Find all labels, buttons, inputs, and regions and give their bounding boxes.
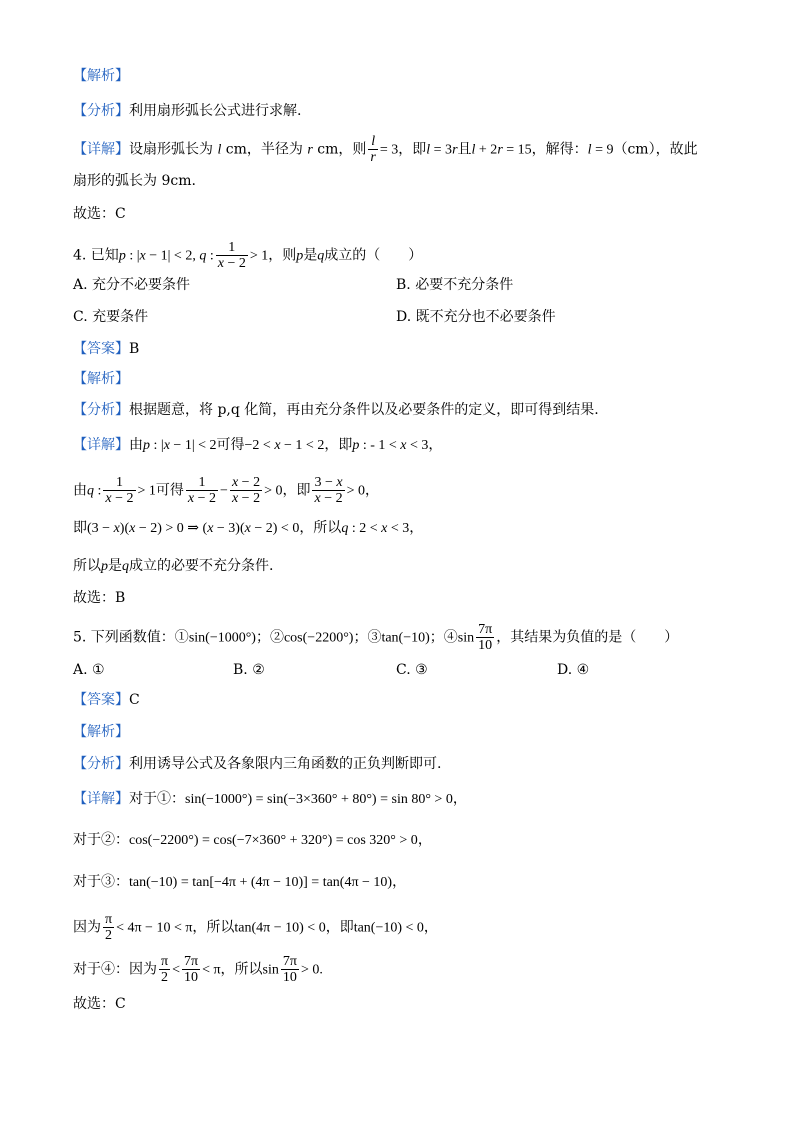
math: p : |x − 1| < 2, q : [118,248,214,264]
q4-detail-line4 [73,556,273,577]
q5-xiangjie-tag: 【详解】 [73,791,129,807]
math: tan(4π − 10) < 0 [234,920,326,936]
math: p [296,248,304,264]
q5-text: 对于③： [73,874,129,890]
q3-text: 且 [457,141,472,158]
q3-text: ，解得： [531,141,588,158]
math: tan(−10) = tan[−4π + (4π − 10)] = tan(4π − 10) [129,875,393,890]
math: l [217,142,222,158]
q5-answer: C [129,692,140,708]
math: q [122,559,129,574]
math: −2 < x − 1 < 2 [244,438,325,453]
q5-analysis [73,754,441,774]
q3-jiexi-tag: 【解析】 [73,68,129,84]
q4-text: 所以 [73,558,101,574]
q5-fenxi-tag: 【分析】 [73,756,129,772]
math: p [101,559,108,574]
q5-option-c: C. ③ [396,662,428,678]
q5-detail-line5: 对于④：因为 $\frac{\pi}{2}$ < $\frac{7\pi}{10}$ < π，所以sin $\frac{7\pi}{10}$ > 0. [73,954,323,985]
q5-detail-line1: 【详解】对于①：sin(−1000°) = sin(−3×360° + 80°) = sin 80° > 0， [73,791,467,807]
math: sin(−1000°) [188,630,256,646]
q3-text: 设扇形弧长为 [129,141,213,158]
q5-answer-final: 故选：C [73,996,126,1012]
q5-text: 因为 [73,919,101,936]
math: > 0 [264,483,283,499]
q4-stem [73,240,422,271]
q5-text: ；③ [353,629,382,646]
q5-jiexi-tag: 【解析】 [73,724,129,740]
q4-xiangjie-tag: 【详解】 [73,437,129,453]
q4-text: 4. 已知 [73,247,119,264]
q3-text: （cm），故此 [613,141,698,158]
q4-text: 是 [303,247,318,264]
q4-fenxi-text: 根据题意，将 p,q 化简，再由充分条件以及必要条件的定义，即可得到结果. [129,402,599,418]
q4-detail-line2: 由q : $\frac{1}{x - 2}$ > 1可得 $\frac{1}{x - 2}$ − $\frac{x - 2}{x - 2}$ > 0，即 $\frac{3 - x}{x - 2}$ > 0， [73,475,380,506]
q3-detail-line1 [73,134,698,165]
math: sin(−1000°) = sin(−3×360° + 80°) = sin 80° > 0 [185,792,453,807]
q5-option-b: B. ② [233,662,265,678]
q4-text: 由 [129,437,143,453]
q4-jiexi-tag: 【解析】 [73,371,129,387]
math: cos(−2200°) [283,630,354,646]
q4-detail-line1: 【详解】由p : |x − 1| < 2可得−2 < x − 1 < 2，即p : - 1 < x < 3， [73,437,443,453]
q4-text: 可得 [155,482,184,499]
q4-text: ，即 [324,437,353,453]
q4-answer: B [129,341,140,357]
q4-answer-tag: 【答案】 [73,341,129,357]
q5-detail-line2: 对于②：cos(−2200°) = cos(−7×360° + 320°) = cos 320° > 0， [73,832,432,848]
math: > 1 [249,248,269,264]
q4-analysis [73,400,599,420]
q5-detail-line4: 因为 $\frac{\pi}{2}$ < 4π − 10 < π，所以tan(4π − 10) < 0，即tan(−10) < 0， [73,912,438,943]
fraction: $\frac{7\pi}{10}$ [282,954,297,985]
math: tan(−10) < 0 [353,920,424,936]
q3-detail-line2: 扇形的弧长为 9cm. [73,173,196,189]
q3-xiangjie-tag: 【详解】 [73,141,129,158]
q4-text: ，即 [282,482,311,499]
q5-text: ，所以 [192,919,235,936]
math: l + 2r = 15 [471,142,532,158]
math: < π [202,962,221,978]
q4-option-d: D. 既不充分也不必要条件 [396,309,556,325]
math: l = 9 [587,142,614,158]
q3-text: ，即 [398,141,427,158]
q5-text: 对于①： [129,791,185,807]
fraction: $\frac{\pi}{2}$ [161,954,169,985]
q3-answer: 故选：C [73,206,126,222]
q4-text: ，所以 [299,520,342,536]
q5-stem [73,622,678,653]
q3-text: cm，半径为 [225,141,303,158]
math: p : - 1 < x < 3 [352,438,429,453]
q4-detail-line3: 即(3 − x)(x − 2) > 0 ⇒ (x − 3)(x − 2) < 0，所以q : 2 < x < 3， [73,520,424,536]
q3-fenxi-tag: 【分析】 [73,103,129,119]
math: tan(−10) [381,630,430,646]
q5-text: ；④ [429,629,458,646]
q4-text: 成立的（ ） [324,247,423,264]
math: (3 − x)(x − 2) > 0 ⇒ (x − 3)(x − 2) < 0 [87,521,300,536]
fraction-l-over-r: $\frac{l}{r}$ [370,134,376,165]
q4-fenxi-tag: 【分析】 [73,402,129,418]
math: q : [87,483,102,499]
q5-text: ；② [255,629,284,646]
fraction: $\frac{1}{x - 2}$ [187,475,217,506]
q5-text: 对于④：因为 [73,961,157,978]
q5-option-a: A. ① [73,662,105,678]
q4-text: 可得 [216,437,245,453]
q5-text: 对于②： [73,832,129,848]
q4-option-b: B. 必要不充分条件 [396,277,514,293]
q4-answer-line [73,339,139,359]
q4-option-a: A. 充分不必要条件 [73,277,191,293]
fraction: $\frac{1}{x - 2}$ [105,475,134,506]
q4-option-c: C. 充要条件 [73,309,149,325]
math: sin [262,962,279,978]
math: sin [457,630,475,646]
math: l = 3r [426,142,458,158]
math: > 0 [346,483,366,499]
q4-text: ，则 [268,247,297,264]
q5-text: ，所以 [220,961,263,978]
q3-text: cm，则 [317,141,367,158]
q5-text: ，其结果为负值的是（ ） [496,629,679,646]
q5-fenxi-text: 利用诱导公式及各象限内三角函数的正负判断即可. [129,756,442,772]
q5-text: ，即 [325,919,354,936]
fraction: $\frac{3 - x}{x - 2}$ [314,475,343,506]
q5-text: 5. 下列函数值：① [73,629,189,646]
q4-answer-final: 故选：B [73,590,126,606]
q5-option-d: D. ④ [557,662,590,678]
math: > 0. [300,962,323,978]
fraction: $\frac{x - 2}{x - 2}$ [231,475,261,506]
q3-fenxi-text: 利用扇形弧长公式进行求解. [129,103,302,119]
q5-answer-tag: 【答案】 [73,692,129,708]
fraction: $\frac{1}{x - 2}$ [217,240,246,271]
fraction: $\frac{7\pi}{10}$ [478,622,493,653]
q4-text: 即 [73,520,87,536]
q4-text: 是 [108,558,122,574]
fraction: $\frac{7\pi}{10}$ [183,954,199,985]
math: p : |x − 1| < 2 [143,438,217,453]
math: r [307,142,313,158]
math: < 4π − 10 < π [116,920,193,936]
q4-text: 成立的必要不充分条件. [129,558,274,574]
math: = 3 [379,142,399,158]
q3-analysis [73,101,301,121]
fraction: $\frac{\pi}{2}$ [105,912,113,943]
math: q : 2 < x < 3 [341,521,410,536]
q4-text: 由 [73,482,87,499]
math: cos(−2200°) = cos(−7×360° + 320°) = cos 320° > 0 [129,833,418,848]
q5-answer-line [73,690,140,710]
q5-detail-line3: 对于③：tan(−10) = tan[−4π + (4π − 10)] = tan(4π − 10)， [73,874,407,890]
math: q [317,248,325,264]
math: > 1 [137,483,156,499]
